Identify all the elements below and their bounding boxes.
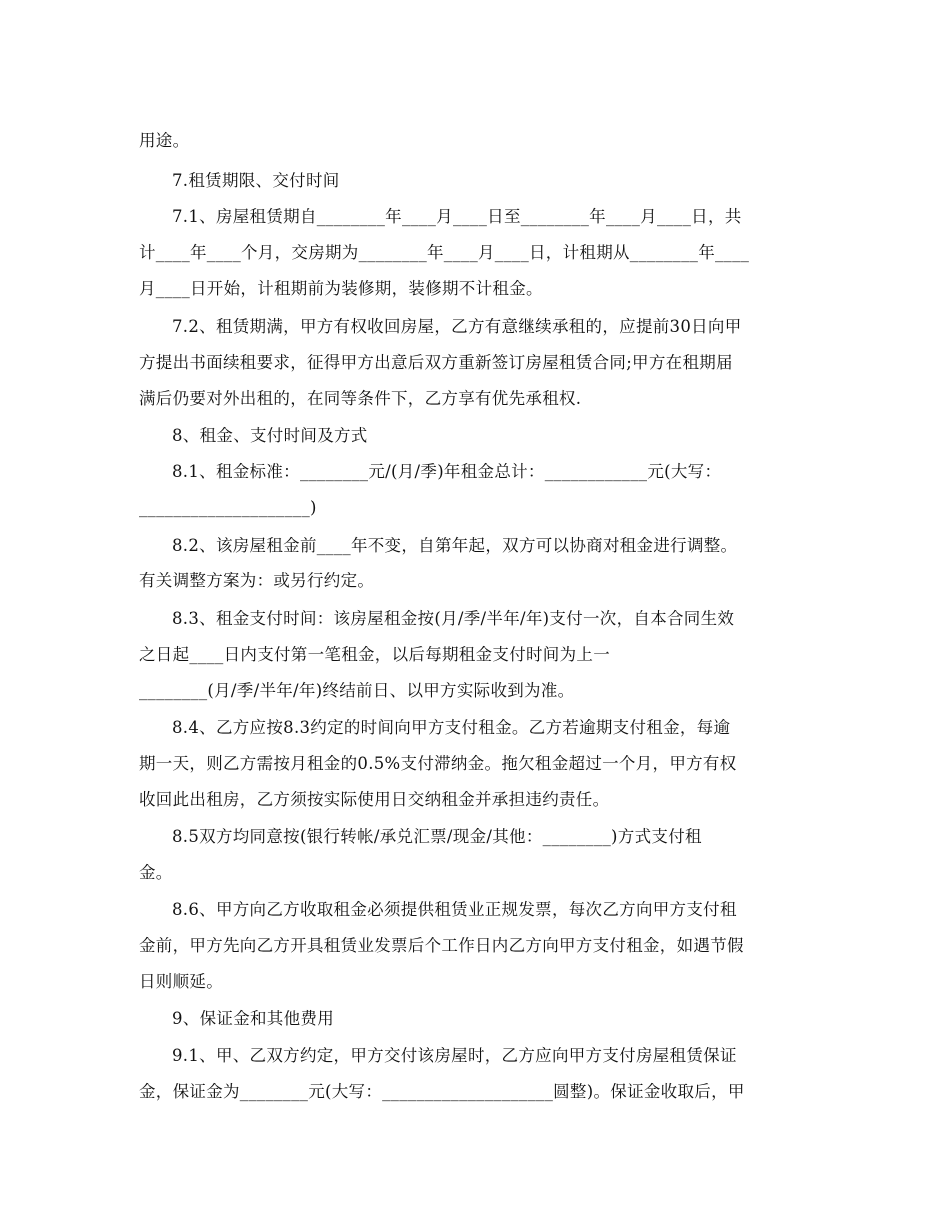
- text-line: 金，保证金为________元(大写：____________________圆整)。保证金收取后，甲: [139, 1082, 745, 1101]
- text-line: 日则顺延。: [139, 972, 223, 991]
- text-line: 7.1、房屋租赁期自________年____月____日至________年____月____日，共: [172, 207, 742, 226]
- text-line: 期一天，则乙方需按月租金的0.5%支付滞纳金。拖欠租金超过一个月，甲方有权: [139, 754, 737, 773]
- text-line: 满后仍要对外出租的，在同等条件下，乙方享有优先承租权.: [139, 389, 582, 408]
- text-line: 方提出书面续租要求，征得甲方出意后双方重新签订房屋租赁合同;甲方在租期届: [139, 353, 733, 372]
- text-line: 金。: [139, 863, 173, 882]
- text-line: 用途。: [139, 131, 190, 150]
- text-line: 金前，甲方先向乙方开具租赁业发票后个工作日内乙方向甲方支付租金，如遇节假: [139, 936, 744, 955]
- text-line: ____________________): [139, 498, 317, 517]
- text-line: 之日起____日内支付第一笔租金，以后每期租金支付时间为上一: [139, 645, 610, 664]
- text-line: 8.1、租金标准：________元/(月/季)年租金总计：____________元(大写：: [172, 462, 722, 481]
- text-line: 收回此出租房，乙方须按实际使用日交纳租金并承担违约责任。: [139, 790, 610, 809]
- text-line: 有关调整方案为：或另行约定。: [139, 571, 375, 590]
- text-line: 月____日开始，计租期前为装修期，装修期不计租金。: [139, 279, 543, 298]
- text-line: ________(月/季/半年/年)终结前日、以甲方实际收到为准。: [139, 681, 575, 700]
- section-heading: 9、保证金和其他费用: [172, 1009, 334, 1028]
- text-line: 8.5双方均同意按(银行转帐/承兑汇票/现金/其他：________)方式支付租: [172, 827, 702, 846]
- text-line: 8.2、该房屋租金前____年不变，自第年起，双方可以协商对租金进行调整。: [172, 536, 738, 555]
- text-line: 8.6、甲方向乙方收取租金必须提供租赁业正规发票，每次乙方向甲方支付租: [172, 900, 737, 919]
- text-line: 9.1、甲、乙双方约定，甲方交付该房屋时，乙方应向甲方支付房屋租赁保证: [172, 1046, 737, 1065]
- text-line: 8.4、乙方应按8.3约定的时间向甲方支付租金。乙方若逾期支付租金，每逾: [172, 718, 731, 737]
- text-line: 8.3、租金支付时间：该房屋租金按(月/季/半年/年)支付一次，自本合同生效: [172, 609, 735, 628]
- text-line: 7.2、租赁期满，甲方有权收回房屋，乙方有意继续承租的，应提前30日向甲: [172, 317, 742, 336]
- text-line: 计____年____个月，交房期为________年____月____日，计租期从________年____: [139, 243, 750, 262]
- section-heading: 7.租赁期限、交付时间: [172, 171, 340, 190]
- section-heading: 8、租金、支付时间及方式: [172, 426, 368, 445]
